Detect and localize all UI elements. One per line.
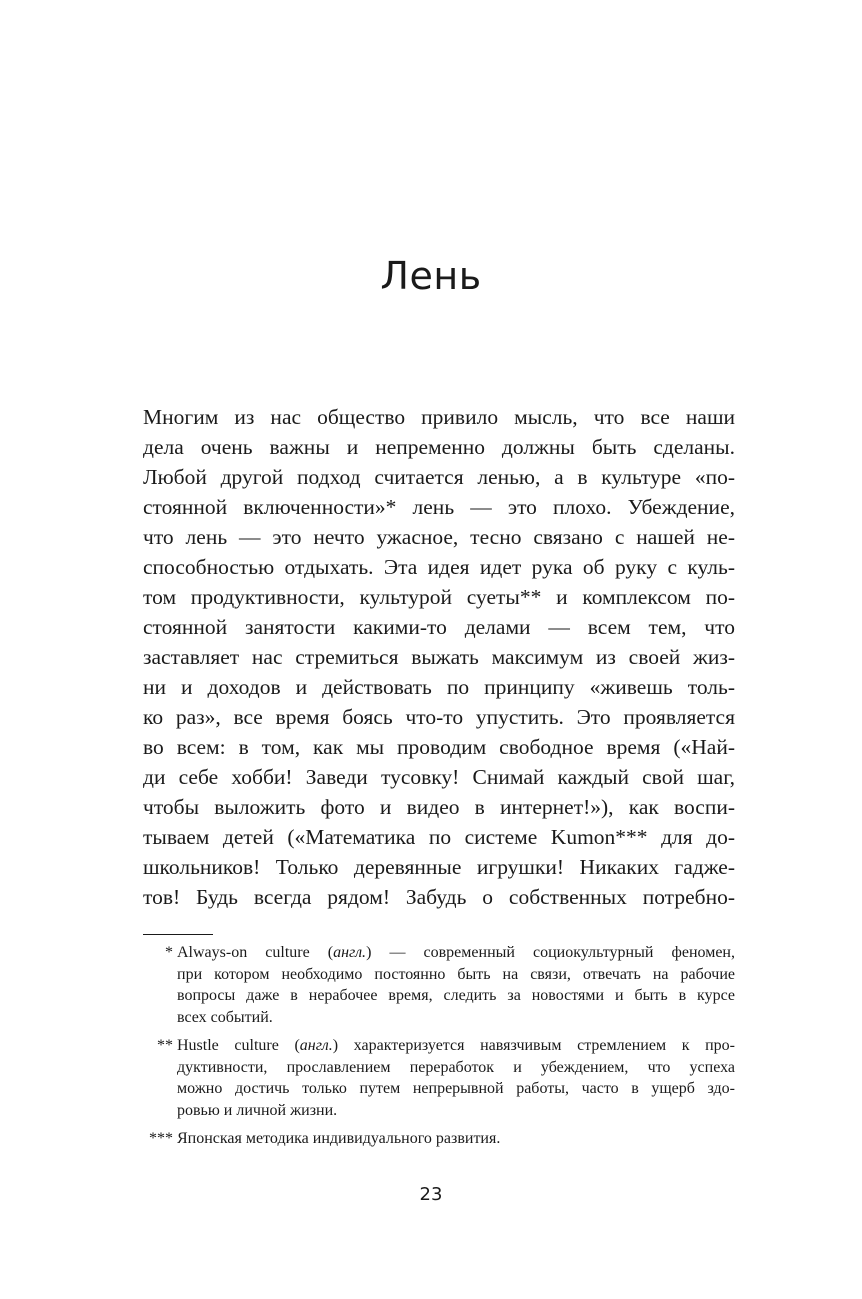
footnote-first-line: Японская методика индивидуального развития. [177,1130,501,1147]
footnote-3 [143,1128,735,1150]
body-line: ко раз», все время боясь что-то упустить. Это проявляется [143,705,735,729]
footnote-line: всех событий. [177,1008,273,1026]
body-line: тываем детей («Математика по системе Kumon*** для до- [143,825,735,849]
page-number: 23 [419,1184,443,1205]
footnote-line: вопросы даже в нерабочее время, следить за новостями и быть в курсе [177,987,735,1004]
body-line: Многим из нас общество привило мысль, что все наши [143,405,735,429]
chapter-title: Лень [380,254,482,298]
footnote-line: ровью и личной жизни. [177,1101,338,1119]
body-line: школьников! Только деревянные игрушки! Никаких гадже- [143,855,735,879]
footnote-first-line: Hustle culture (англ.) характеризуется навязчивым стремлением к про- [177,1037,735,1054]
footnote-1 [143,942,735,1028]
footnote-marker: *** [149,1130,173,1147]
body-line: чтобы выложить фото и видео в интернет!»), как воспи- [143,795,735,819]
footnote-line: при котором необходимо постоянно быть на связи, отвечать на рабочие [177,965,735,983]
body-text [143,402,735,912]
footnote-marker: * [165,944,173,961]
body-line: тов! Будь всегда рядом! Забудь о собственных потребно- [143,885,735,909]
footnotes [143,942,735,1157]
footnote-line: дуктивности, прославлением переработок и убеждением, что успеха [177,1058,735,1076]
footnote-divider [143,934,213,935]
body-line: ди себе хобби! Заведи тусовку! Снимай каждый свой шаг, [143,765,735,789]
footnote-2 [143,1035,735,1121]
body-line: что лень — это нечто ужасное, тесно связано с нашей не- [143,525,735,549]
footnote-line: можно достичь только путем непрерывной работы, часто в ущерб здо- [177,1080,735,1097]
body-line: заставляет нас стремиться выжать максимум из своей жиз- [143,645,735,669]
footnote-marker: ** [157,1037,173,1054]
footnote-first-line: Always-on culture (англ.) — современный социокультурный феномен, [177,944,735,961]
body-line: ни и доходов и действовать по принципу «живешь толь- [143,675,735,699]
body-line: способностью отдыхать. Эта идея идет рука об руку с куль- [143,555,735,579]
body-line: стоянной включенности»* лень — это плохо. Убеждение, [143,495,735,519]
body-line: стоянной занятости какими-то делами — всем тем, что [143,615,735,639]
body-line: Любой другой подход считается ленью, а в культуре «по- [143,465,735,489]
body-line: том продуктивности, культурой суеты** и комплексом по- [143,585,735,609]
body-line: дела очень важны и непременно должны быть сделаны. [143,435,735,459]
body-line: во всем: в том, как мы проводим свободное время («Най- [143,735,735,759]
